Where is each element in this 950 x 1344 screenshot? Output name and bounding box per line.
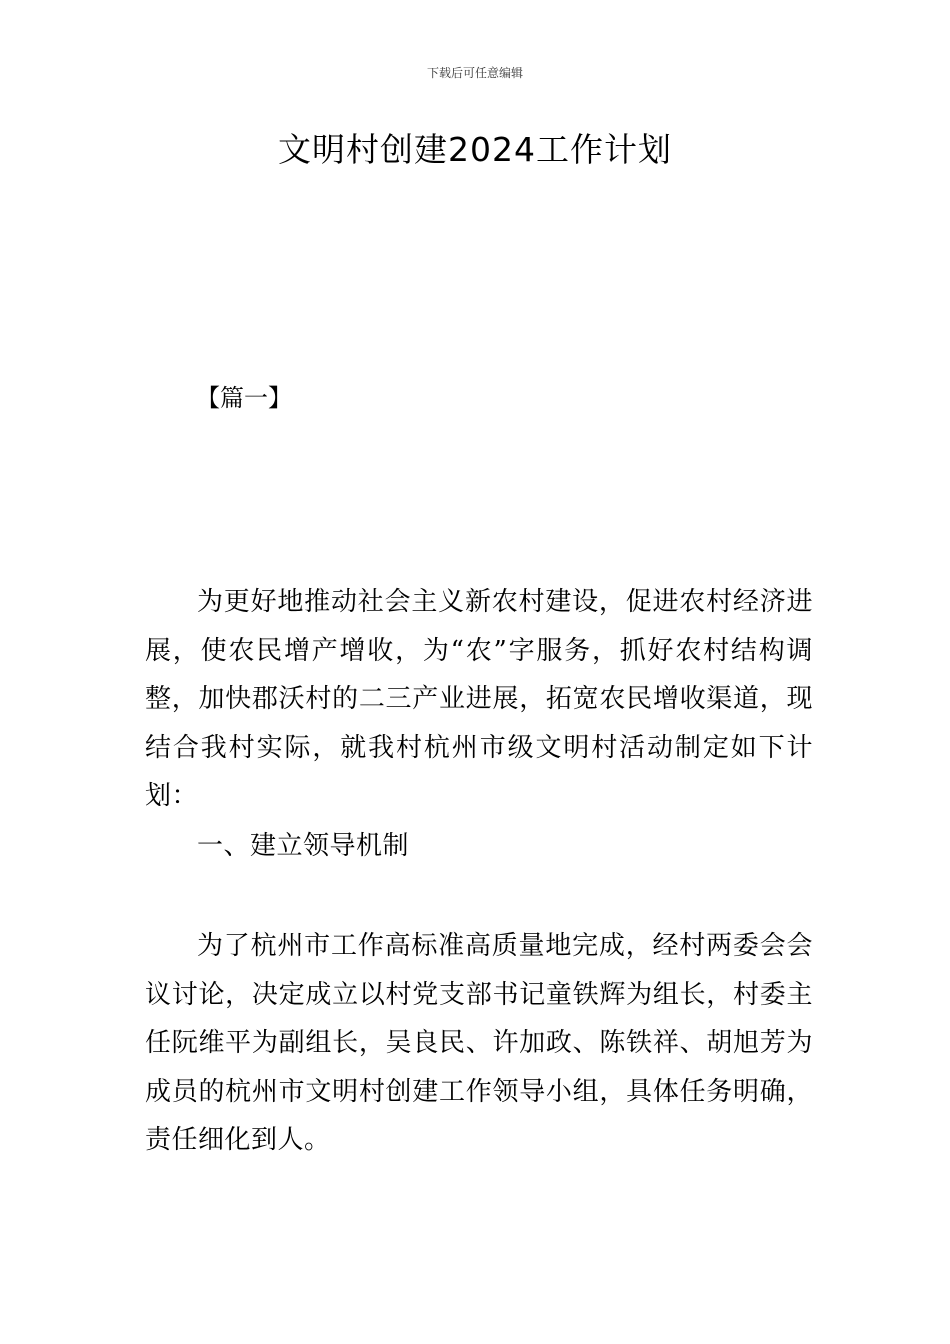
header-note: 下载后可任意编辑 — [426, 66, 523, 80]
document-title: 文明村创建2024工作计划 — [278, 130, 672, 169]
leadership-paragraph: 为了杭州市工作高标准高质量地完成，经村两委会会议讨论，决定成立以村党支部书记童铁辉为组长，村委主任阮维平为副组长，吴良民、许加政、陈铁祥、胡旭芳为成员的杭州市文明村创建工作领导小组，具体任务明确，责任细化到人。 — [145, 931, 813, 1155]
intro-paragraph: 为更好地推动社会主义新农村建设，促进农村经济进展，使农民增产增收，为“农”字服务，抓好农村结构调整，加快郡沃村的二三产业进展，拓宽农民增收渠道，现结合我村实际，就我村杭州市级文明村活动制定如下计划： — [145, 587, 813, 811]
section-marker: 【篇一】 — [196, 384, 292, 412]
section-heading-leadership: 一、建立领导机制 — [197, 831, 410, 861]
